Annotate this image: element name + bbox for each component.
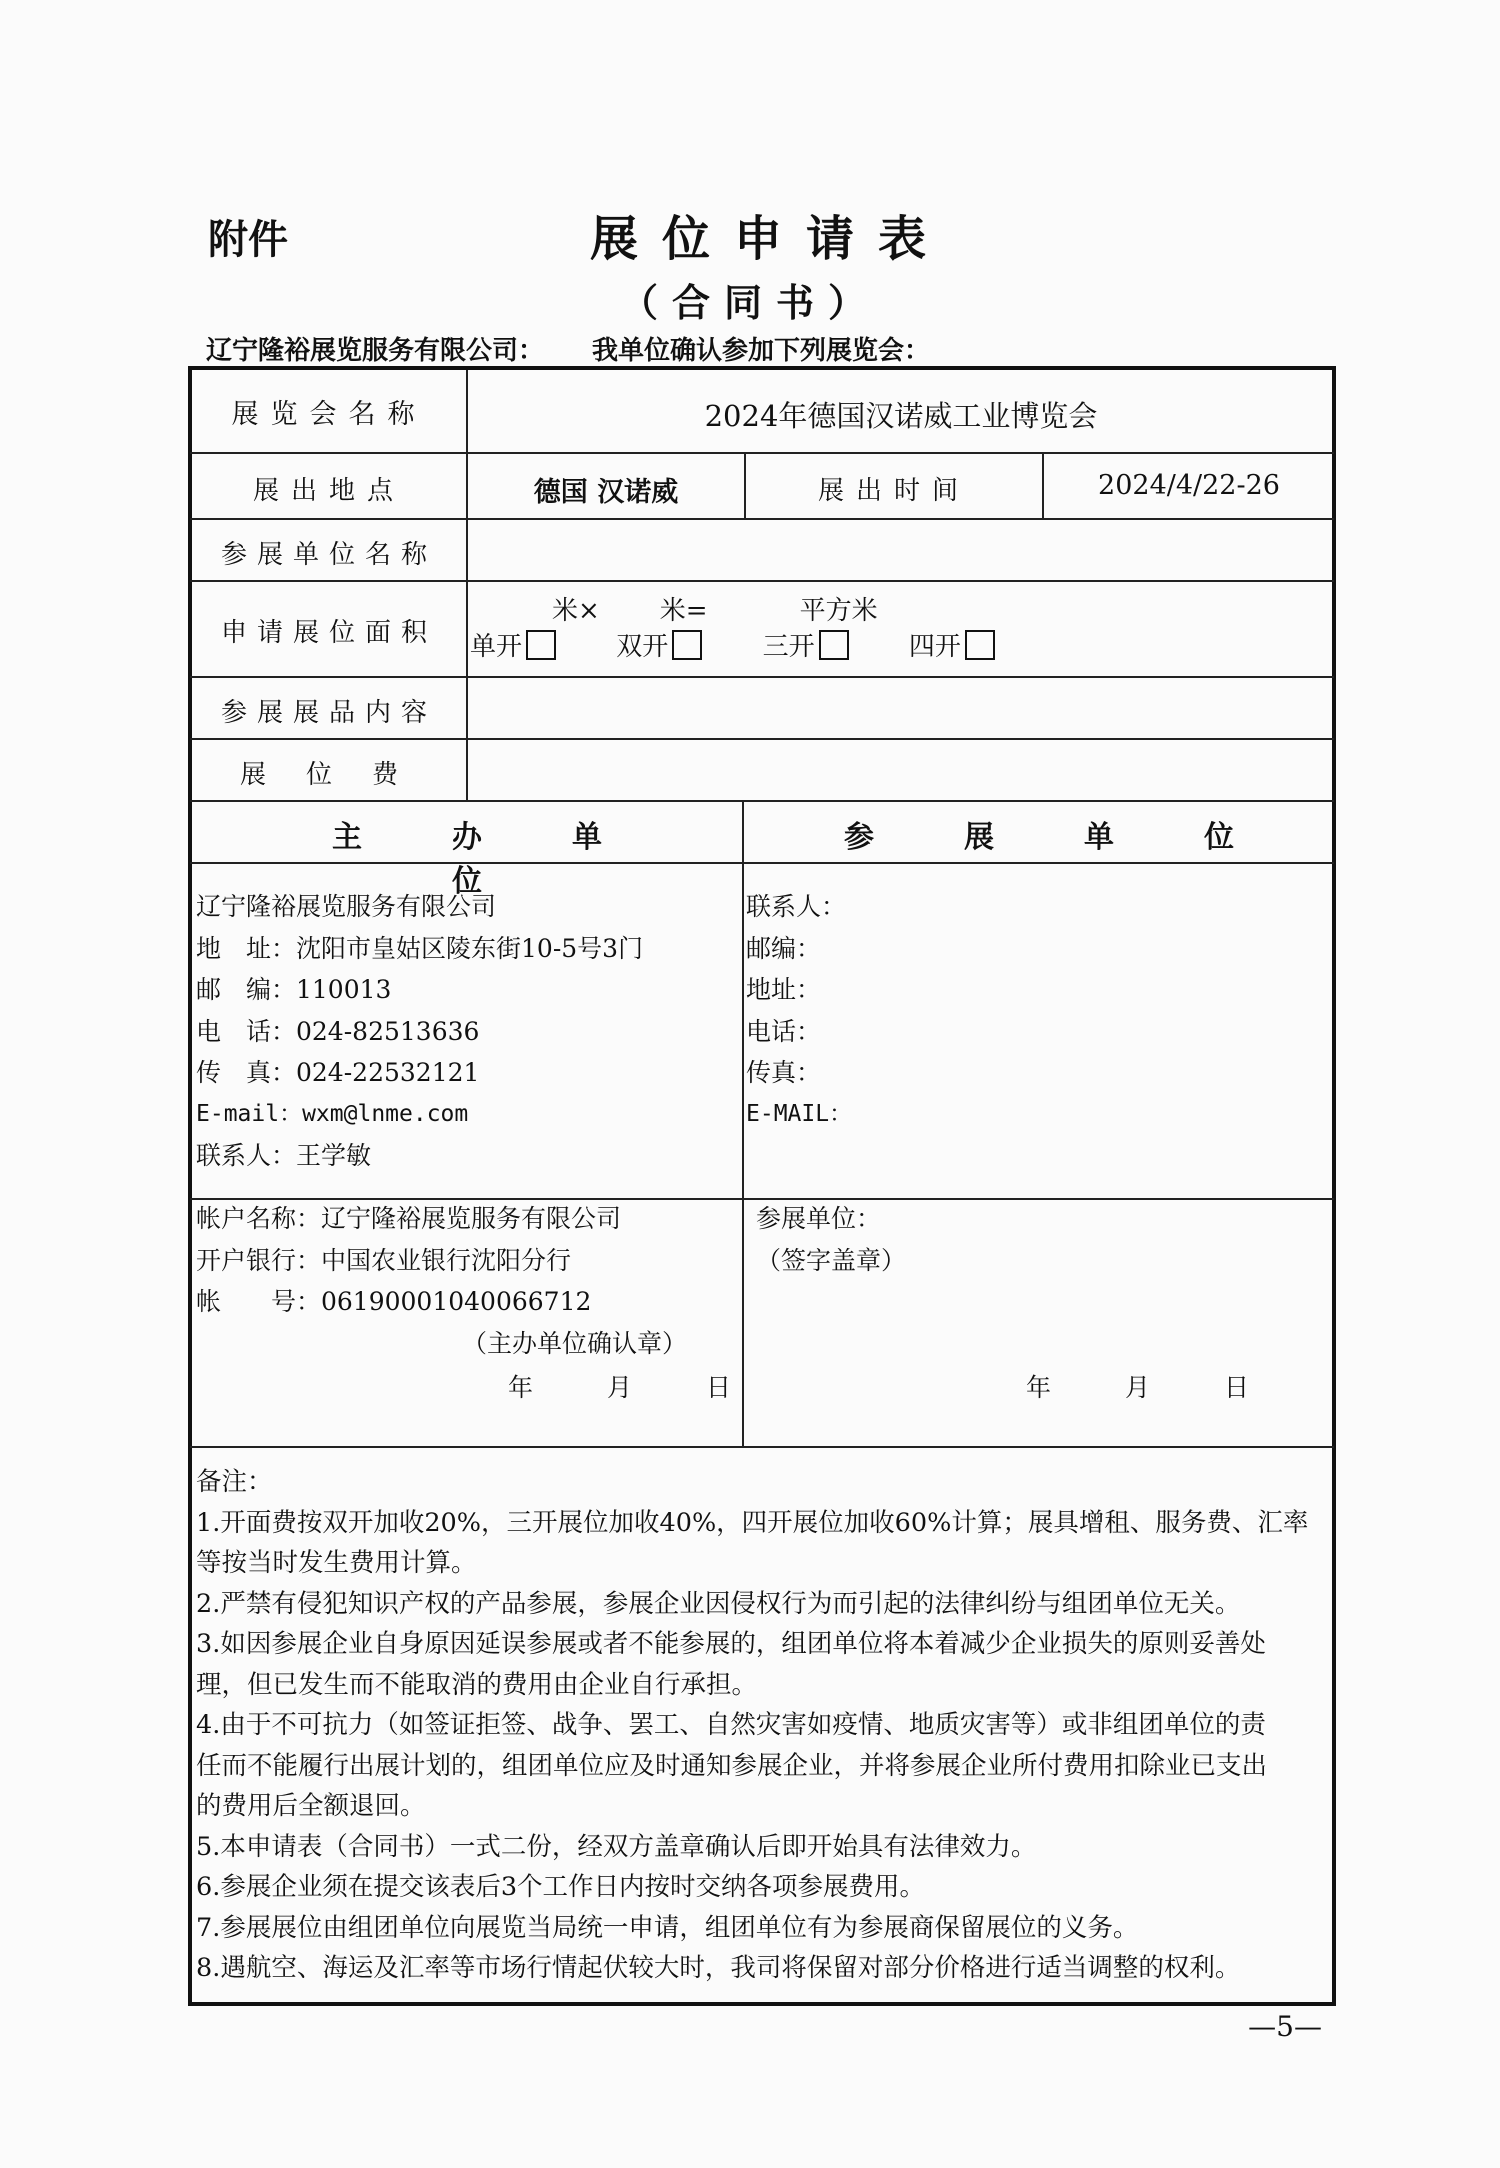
time-label: 展出时间 — [817, 476, 970, 506]
form-title: 展位申请表 — [589, 211, 950, 267]
exhibitor-sign-line: 参展单位： — [756, 1204, 882, 1233]
row-divider — [190, 452, 1334, 454]
note-line: 4.由于不可抗力（如签证拒签、战争、罢工、自然灾害如疫情、地质灾害等）或非组团单位的责 — [196, 1710, 1266, 1740]
notes-title: 备注： — [196, 1467, 273, 1497]
organizer-date: 年 月 日 — [508, 1373, 740, 1402]
note-line: 6.参展企业须在提交该表后3个工作日内按时交纳各项参展费用。 — [196, 1872, 926, 1902]
exhibitor-heading: 参展单位 — [844, 820, 1324, 855]
row-divider — [190, 676, 1334, 678]
checkbox-quad[interactable] — [965, 630, 995, 660]
account-line: 开户银行：中国农业银行沈阳分行 — [196, 1245, 572, 1275]
products-label: 参展展品内容 — [220, 698, 437, 728]
checkbox-single[interactable] — [526, 630, 556, 660]
organizer-stamp-label: （主办单位确认章） — [462, 1329, 688, 1358]
organizer-line: 传 真：024-22532121 — [196, 1058, 480, 1087]
account-line: 帐户名称：辽宁隆裕展览服务有限公司 — [196, 1204, 622, 1233]
organizer-line: 辽宁隆裕展览服务有限公司 — [196, 892, 497, 921]
exhibitor-line: 邮编： — [746, 933, 822, 963]
account-line: 帐 号：06190001040066712 — [196, 1287, 592, 1316]
confirm-text: 我单位确认参加下列展览会： — [592, 336, 931, 366]
organizer-line: 邮 编：110013 — [196, 975, 392, 1004]
addressee: 辽宁隆裕展览服务有限公司： — [206, 336, 545, 366]
row-divider — [190, 580, 1334, 582]
area-sqm: 平方米 — [799, 596, 878, 626]
stall-type-quad[interactable]: 四开 — [909, 632, 995, 662]
company-label: 参展单位名称 — [220, 540, 437, 570]
row-divider — [190, 1446, 1334, 1448]
note-line: 任而不能履行出展计划的，组团单位应及时通知参展企业，并将参展企业所付费用扣除业已支出 — [196, 1750, 1268, 1781]
location-label: 展出地点 — [252, 476, 405, 506]
organizer-line: 地 址：沈阳市皇姑区陵东街10-5号3门 — [196, 933, 644, 963]
stall-type-triple[interactable]: 三开 — [763, 632, 849, 662]
stall-type-options — [470, 626, 1047, 663]
area-meter-x: 米× — [552, 596, 600, 626]
account-info — [196, 1198, 621, 1323]
checkbox-double[interactable] — [672, 630, 702, 660]
note-line: 1.开面费按双开加收20%，三开展位加收40%，四开展位加收60%计算；展具增租、服务费、汇率 — [196, 1507, 1309, 1538]
note-line: 2.严禁有侵犯知识产权的产品参展，参展企业因侵权行为而引起的法律纠纷与组团单位无关。 — [196, 1588, 1241, 1619]
exhibitor-line: E-MAIL： — [746, 1100, 853, 1127]
exhibitor-line: 地址： — [746, 975, 822, 1004]
exhibition-name: 2024年德国汉诺威工业博览会 — [704, 399, 1098, 433]
row-divider — [190, 518, 1334, 520]
notes-section — [196, 1462, 1330, 1989]
note-line: 等按当时发生费用计算。 — [196, 1548, 477, 1578]
note-line: 5.本申请表（合同书）一式二份，经双方盖章确认后即开始具有法律效力。 — [196, 1831, 1037, 1862]
note-line: 理，但已发生而不能取消的费用由企业自行承担。 — [196, 1669, 758, 1700]
note-line: 8.遇航空、海运及汇率等市场行情起伏较大时，我司将保留对部分价格进行适当调整的权利。 — [196, 1953, 1241, 1983]
time-value: 2024/4/22-26 — [1098, 470, 1280, 501]
exhibitor-line: 电话： — [746, 1016, 822, 1046]
exhibitor-date: 年 月 日 — [1026, 1373, 1258, 1402]
note-line: 3.如因参展企业自身原因延误参展或者不能参展的，组团单位将本着减少企业损失的原则妥善处 — [196, 1629, 1266, 1659]
organizer-info — [196, 886, 643, 1177]
exhibitor-line: 传真： — [746, 1058, 822, 1087]
page-number: —5— — [1248, 2010, 1322, 2043]
organizer-line: 电 话：024-82513636 — [196, 1016, 480, 1046]
form-subtitle: （合同书） — [619, 280, 880, 325]
exhibitor-sign — [756, 1198, 906, 1281]
checkbox-triple[interactable] — [819, 630, 849, 660]
fee-label: 展位费 — [239, 760, 438, 790]
exhibitor-sign-line: （签字盖章） — [756, 1245, 907, 1275]
row-divider — [190, 800, 1334, 802]
col-divider — [742, 802, 744, 1446]
location-value: 德国 汉诺威 — [533, 477, 679, 508]
area-formula — [552, 590, 878, 627]
area-meter-eq: 米= — [659, 596, 708, 626]
note-line: 的费用后全额退回。 — [196, 1791, 426, 1821]
attachment-label: 附件 — [208, 217, 288, 263]
intro-line — [206, 330, 930, 367]
note-line: 7.参展展位由组团单位向展览当局统一申请，组团单位有为参展商保留展位的义务。 — [196, 1912, 1139, 1943]
organizer-line: 联系人：王学敏 — [196, 1141, 372, 1170]
row-divider — [190, 738, 1334, 740]
stall-type-double[interactable]: 双开 — [616, 632, 702, 662]
exhibitor-info — [746, 886, 852, 1135]
organizer-heading: 主办单位 — [332, 820, 692, 899]
organizer-line: E-mail：wxm@lnme.com — [196, 1100, 469, 1127]
stall-type-single[interactable]: 单开 — [470, 632, 556, 662]
exhibition-name-label: 展览会名称 — [231, 399, 427, 430]
exhibitor-line: 联系人： — [746, 892, 847, 921]
area-label: 申请展位面积 — [220, 618, 437, 648]
